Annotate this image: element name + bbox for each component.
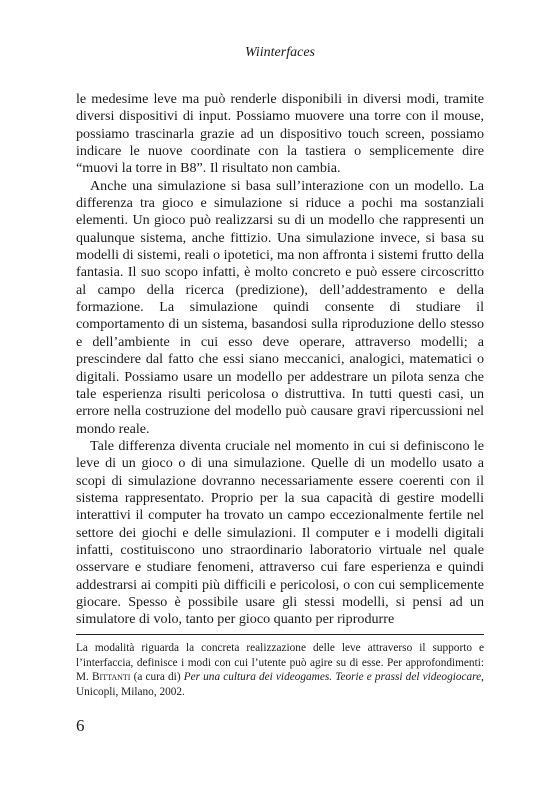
footnote-author: Bittanti: [92, 671, 131, 684]
page-number: 6: [76, 716, 85, 735]
footnote-book-title: Per una cultura dei videogames. Teorie e prassi del videogiocare: [183, 671, 482, 684]
footnote-divider: [76, 634, 484, 635]
footnote-text: La modalità riguarda la concreta realizzazione delle leve attraverso il supporto e l’interfaccia, definisce i modi con cui l’utente può agire su di esse. Per approfondimenti: M.: [76, 642, 484, 684]
footnote-editor-note: (a cura di): [130, 671, 184, 684]
running-header: Wiinterfaces: [245, 45, 315, 60]
paragraph-3: Tale differenza diventa cruciale nel momento in cui si definiscono le leve di un gioco o di una simulazione. Quelle di un modello usato a scopi di simulazione dovranno necessariamente essere coerenti con il sistema rappresentato. Proprio per la sua capacità di gestire modelli interattivi il computer ha trovato un campo eccezionalmente fertile nel settore dei giochi e delle simulazioni. Il computer e i modelli digitali infatti, costituiscono uno straordinario laboratorio virtuale nel quale osservare e studiare fenomeni, attraverso cui fare esperienza e quindi addestrarsi ai compiti più difficili e pericolosi, o con cui semplicemente giocare. Spesso è possibile usare gli stessi modelli, si pensi ad un simulatore di volo, tanto per gioco quanto per riprodurre: [76, 437, 484, 628]
paragraph-1: le medesime leve ma può renderle disponibili in diversi modi, tramite diversi dispositivi di input. Possiamo muovere una torre con il mouse, possiamo trascinarla grazie ad un dispositivo touch screen, possiamo indicare le nuove coordinate con la tastiera o semplicemente dire “muovi la torre in B8”. Il risultato non cambia.: [76, 91, 484, 177]
footnote-publisher: , Unicopli, Milano, 2002.: [76, 671, 484, 698]
body-text: [76, 91, 484, 629]
footnote: [76, 641, 484, 699]
paragraph-2: Anche una simulazione si basa sull’interazione con un modello. La differenza tra gioco e simulazione si riduce a pochi ma sostanziali elementi. Un gioco può realizzarsi su di un modello che rappresenti un qualunque sistema, anche fittizio. Una simulazione invece, si basa su modelli di sistemi, reali o ipotetici, ma non affronta i sistemi frutto della fantasia. Il suo scopo infatti, è molto concreto e può essere circoscritto al campo della ricerca (predizione), dell’addestramento e della formazione. La simulazione quindi consente di studiare il comportamento di un sistema, basandosi sulla riproduzione dello stesso e dell’ambiente in cui esso deve operare, attraverso modelli; a prescindere dal fatto che essi siano meccanici, analogici, matematici o digitali. Possiamo usare un modello per addestrare un pilota senza che tale esperienza risulti pericolosa o distruttiva. In tutti questi casi, un errore nella costruzione del modello può causare gravi ripercussioni nel mondo reale.: [76, 177, 484, 437]
